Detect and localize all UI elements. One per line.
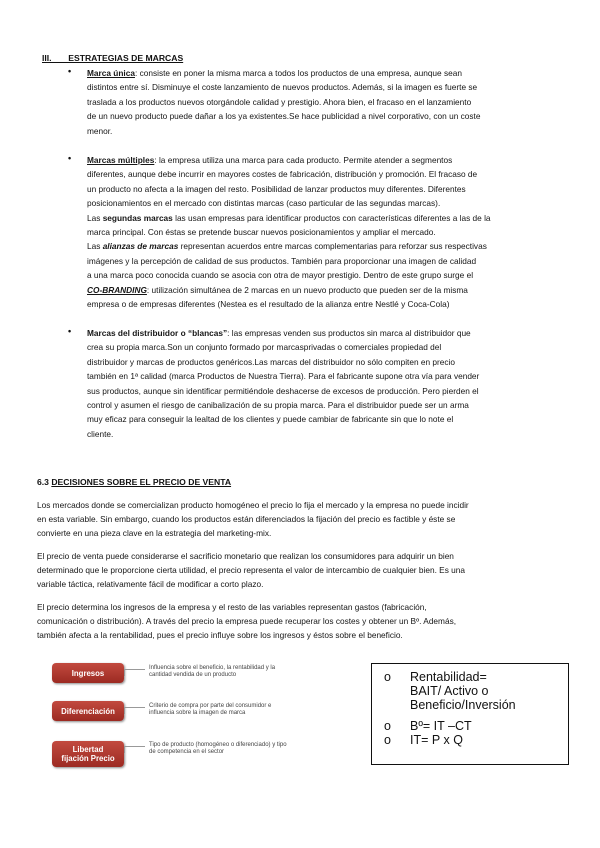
formula-text: Bº= IT –CT [410, 719, 472, 733]
text-line: representan acuerdos entre marcas complementarias para reforzar sus respectivas [178, 241, 487, 252]
formula-text: IT= P x Q [410, 733, 463, 747]
formula-row [384, 670, 487, 684]
desc-line: de competencia en el sector [149, 749, 225, 755]
section-number: 6.3 [37, 477, 52, 487]
connector-line [124, 669, 145, 676]
text-line: empresa o de empresas diferentes (Nestea es el resultado de la alianza entre Nestlé y Coca-Cola) [87, 299, 450, 310]
text-line: marca principal. Con éstas se pretende buscar nuevos posicionamientos y ampliar el mercado. [87, 227, 436, 238]
text-line: muy eficaz para conseguir la lealtad de los clientes y puede cambiar de fabricante sin que lo note el [87, 414, 454, 425]
desc-line: Influencia sobre el beneficio, la rentabilidad y la [149, 665, 276, 671]
text-line: : la empresa utiliza una marca para cada producto. Permite atender a segmentos [154, 155, 453, 165]
desc-line: influencia sobre la imagen de marca [149, 710, 246, 716]
text-line: variable táctica, relativamente fácil de modificar a corto plazo. [37, 579, 264, 590]
formula-row [384, 684, 489, 698]
section-heading-estrategias: III. ESTRATEGIAS DE MARCAS [42, 53, 184, 63]
text-line: : las empresas venden sus productos sin marca al distribuidor que [227, 328, 471, 338]
text-line: El precio de venta puede considerarse el sacrificio monetario que realizan los consumidores para adquirir un bien [37, 551, 454, 561]
pill-line: Libertad [72, 745, 104, 754]
list-item-marcas-distribuidor [87, 326, 563, 441]
paragraph-1 [37, 498, 567, 541]
connector-line [124, 746, 145, 753]
formula-box [371, 663, 569, 765]
text-line: de un nuevo producto puede dañar a los ya existentes.Se hace publicidad a nivel corporativo, con un coste [87, 111, 481, 122]
text-fragment: Las [87, 241, 103, 252]
connector-line [124, 707, 145, 714]
term-marca-unica: Marca única [87, 68, 135, 78]
text-line: traslada a los productos nuevos otorgándole calidad y prestigio. Ahora bien, el fracaso en el lanzamiento [87, 96, 472, 107]
diagram-desc-libertad [149, 742, 287, 756]
formula-text: Rentabilidad= [410, 670, 487, 684]
formula-text: Beneficio/Inversión [410, 698, 516, 712]
term-alianzas-de-marcas: alianzas de marcas [102, 241, 179, 252]
list-item-marca-unica [87, 66, 563, 138]
list-item-marcas-multiples [87, 153, 563, 311]
text-line: un producto no afecta a la imagen del resto. Posibilidad de lanzar productos muy diferentes. Diferentes [87, 183, 466, 194]
term-segundas-marcas: segundas marcas [102, 212, 173, 223]
text-line: en esta variable. Sin embargo, cuando los productos están diferenciados la fijación del precio es factible y éste se [37, 514, 456, 525]
diagram-desc-ingresos [149, 665, 275, 679]
term-marcas-distribuidor: Marcas del distribuidor o “blancas” [87, 328, 228, 338]
text-line: las usan empresas para identificar productos con características diferentes a las de la [172, 212, 491, 223]
text-line: distintos entre sí. Disminuye el coste lanzamiento de nuevos productos. Además, si la imagen es fuerte se [87, 82, 478, 93]
text-line: también afecta a la rentabilidad, pues el precio influye sobre los ingresos y éstos sobre el beneficio. [37, 630, 403, 641]
bullet-marker: • [68, 326, 72, 336]
text-line: determinado que le proporcione cierta utilidad, el precio representa el valor de intercambio de cualquier bien. Es una [37, 565, 466, 576]
formula-row [384, 719, 472, 733]
term-marcas-multiples: Marcas múltiples [87, 155, 155, 165]
text-line: : utilización simultánea de 2 marcas en un nuevo producto que pueden ser de la misma [146, 284, 468, 295]
text-line: Los mercados donde se comercializan producto homogéneo el precio lo fija el mercado y la empresa no puede incidir [37, 500, 469, 510]
diagram-desc-diferenciacion [149, 703, 271, 717]
text-line: imágenes y la percepción de calidad de sus productos. También para proporcionar una imagen de calidad [87, 255, 477, 266]
text-line: diferentes, aunque debe incurrir en mayores costes de fabricación, distribución y promoción. El fracaso de [87, 169, 478, 180]
term-co-branding: CO-BRANDING [87, 284, 147, 295]
text-line: distribuidor y marcas de productos genéricos.Las marcas del distribuidor no sólo compiten en precio [87, 356, 456, 367]
paragraph-3 [37, 600, 567, 643]
list-marker: o [384, 719, 391, 733]
paragraph-2 [37, 549, 567, 592]
bullet-marker: • [68, 66, 72, 76]
text-line: crea su propia marca.Son un conjunto formado por marcasprivadas o comerciales propiedad del [87, 342, 442, 353]
desc-line: cantidad vendida de un producto [149, 672, 237, 678]
text-line: El precio determina los ingresos de la empresa y el resto de las variables representan gastos (fabricación, [37, 602, 427, 612]
desc-line: Criterio de compra por parte del consumidor e [149, 703, 272, 709]
desc-line: Tipo de producto (homogéneo o diferenciado) y tipo [149, 742, 287, 748]
diagram-pill-libertad [52, 741, 124, 767]
text-line: comunicación o distribución). A través del precio la empresa puede recuperar los costes y obtener un Bº. Además, [37, 616, 457, 627]
text-line: : consiste en poner la misma marca a todos los productos de una empresa, aunque sean [134, 68, 462, 78]
text-fragment: Las [87, 212, 103, 223]
formula-row [384, 698, 516, 712]
section-title: DECISIONES SOBRE EL PRECIO DE VENTA [51, 477, 232, 487]
diagram-pill-ingresos: Ingresos [52, 663, 124, 683]
diagram-pill-diferenciacion: Diferenciación [52, 701, 124, 721]
section-heading-precio [37, 477, 231, 487]
list-marker: o [384, 733, 391, 747]
text-line: a una marca poco conocida cuando se asocia con otra de mayor prestigio. Dentro de este grupo surge el [87, 270, 474, 281]
text-line: cliente. [87, 428, 114, 439]
text-line: control y asumen el riesgo de canibalización de su propia marca. Para el distribuidor puede ser un arma [87, 400, 469, 411]
pill-line: fijación Precio [61, 754, 115, 763]
bullet-marker: • [68, 153, 72, 163]
text-line: posicionamientos en el mercado con distintas marcas (caso particular de las segundas marcas). [87, 198, 441, 209]
text-line: menor. [87, 125, 113, 136]
list-marker: o [384, 670, 391, 684]
text-line: sus productos, aunque sin identificar permitiéndole deshacerse de excesos de producción. Pero pierden el [87, 385, 479, 396]
text-line: convierte en una pieza clave en la estrategia del marketing-mix. [37, 528, 272, 539]
formula-text: BAIT/ Activo o [410, 684, 489, 698]
text-line: también en 1ª calidad (marca Productos de Nuestra Tierra). Para el fabricante supone otra vía para vender [87, 371, 480, 382]
formula-row [384, 733, 463, 747]
